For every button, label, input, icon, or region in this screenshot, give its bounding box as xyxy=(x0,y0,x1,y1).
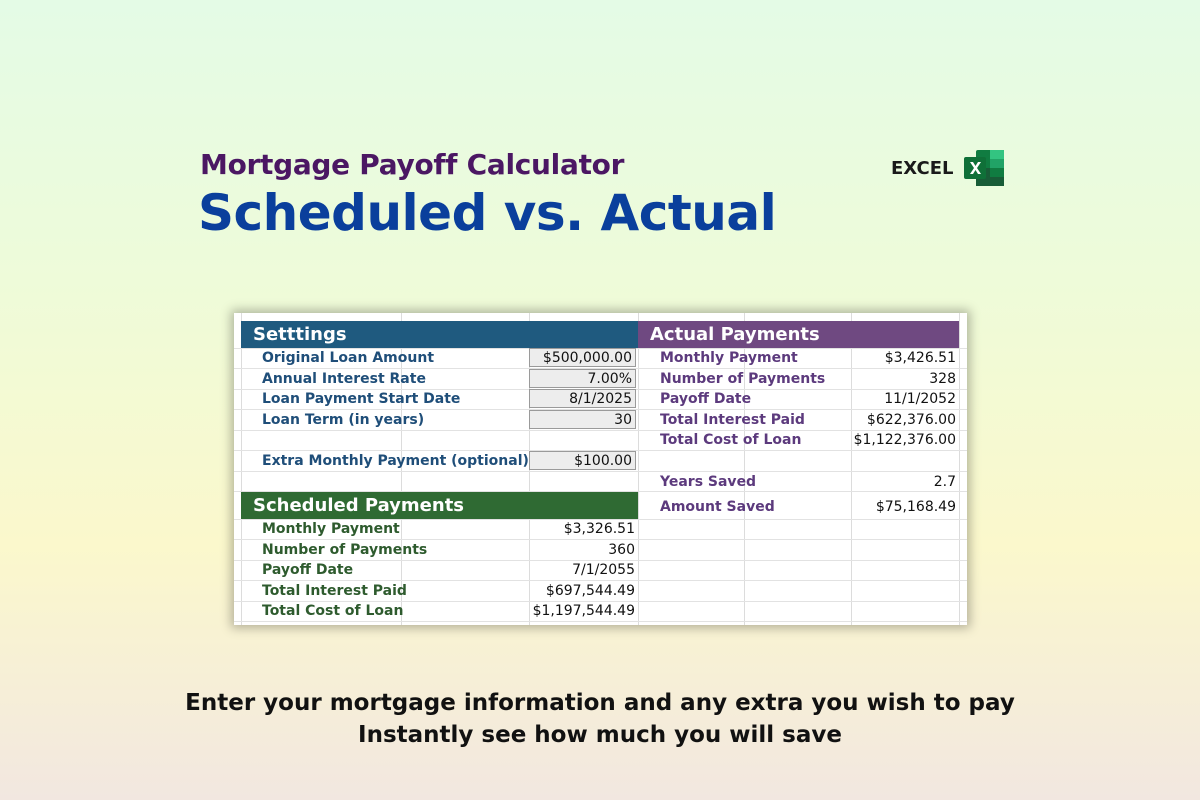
scheduled-total-cost-value: $1,197,544.49 xyxy=(532,603,635,619)
spreadsheet xyxy=(234,313,967,625)
actual-monthly-payment-label: Monthly Payment xyxy=(660,350,798,366)
subtitle: Mortgage Payoff Calculator xyxy=(200,148,625,181)
excel-badge xyxy=(891,150,1004,186)
actual-payoff-date-label: Payoff Date xyxy=(660,391,752,407)
loan-term-label: Loan Term (in years) xyxy=(262,412,425,428)
actual-payoff-date-value: 11/1/2052 xyxy=(884,391,956,407)
settings-header: Setttings xyxy=(241,321,638,348)
actual-number-of-payments-value: 328 xyxy=(929,371,956,387)
loan-term-input[interactable]: 30 xyxy=(529,410,636,429)
amount-saved-label: Amount Saved xyxy=(660,499,775,515)
loan-start-date-label: Loan Payment Start Date xyxy=(262,391,461,407)
original-loan-amount-input[interactable]: $500,000.00 xyxy=(529,348,636,367)
excel-icon xyxy=(964,150,1004,186)
actual-header: Actual Payments xyxy=(638,321,959,348)
annual-interest-rate-input[interactable]: 7.00% xyxy=(529,369,636,388)
scheduled-number-of-payments-label: Number of Payments xyxy=(262,542,428,558)
loan-start-date-input[interactable]: 8/1/2025 xyxy=(529,389,636,408)
scheduled-payoff-date-label: Payoff Date xyxy=(262,562,354,578)
actual-number-of-payments-label: Number of Payments xyxy=(660,371,826,387)
tagline-1: Enter your mortgage information and any extra you wish to pay xyxy=(185,690,1015,716)
original-loan-amount-label: Original Loan Amount xyxy=(262,350,435,366)
scheduled-total-interest-value: $697,544.49 xyxy=(545,583,635,599)
grid-line xyxy=(638,313,639,625)
tagline-2: Instantly see how much you will save xyxy=(358,722,842,748)
page-title: Scheduled vs. Actual xyxy=(198,184,777,242)
scheduled-total-interest-label: Total Interest Paid xyxy=(262,583,407,599)
scheduled-header: Scheduled Payments xyxy=(241,492,638,519)
actual-total-interest-label: Total Interest Paid xyxy=(660,412,805,428)
annual-interest-rate-label: Annual Interest Rate xyxy=(262,371,426,387)
scheduled-monthly-payment-label: Monthly Payment xyxy=(262,521,400,537)
grid-line xyxy=(234,621,967,622)
actual-total-interest-value: $622,376.00 xyxy=(866,412,956,428)
grid-line xyxy=(959,313,960,625)
extra-payment-input[interactable]: $100.00 xyxy=(529,451,636,470)
scheduled-monthly-payment-value: $3,326.51 xyxy=(563,521,635,537)
grid-line xyxy=(241,313,242,625)
scheduled-payoff-date-value: 7/1/2055 xyxy=(572,562,635,578)
excel-label: EXCEL xyxy=(891,157,954,179)
scheduled-number-of-payments-value: 360 xyxy=(608,542,635,558)
actual-total-cost-value: $1,122,376.00 xyxy=(853,432,956,448)
scheduled-total-cost-label: Total Cost of Loan xyxy=(262,603,404,619)
amount-saved-value: $75,168.49 xyxy=(875,499,956,515)
actual-total-cost-label: Total Cost of Loan xyxy=(660,432,802,448)
years-saved-label: Years Saved xyxy=(660,474,757,490)
years-saved-value: 2.7 xyxy=(933,474,956,490)
actual-monthly-payment-value: $3,426.51 xyxy=(884,350,956,366)
extra-payment-label: Extra Monthly Payment (optional) xyxy=(262,453,529,469)
